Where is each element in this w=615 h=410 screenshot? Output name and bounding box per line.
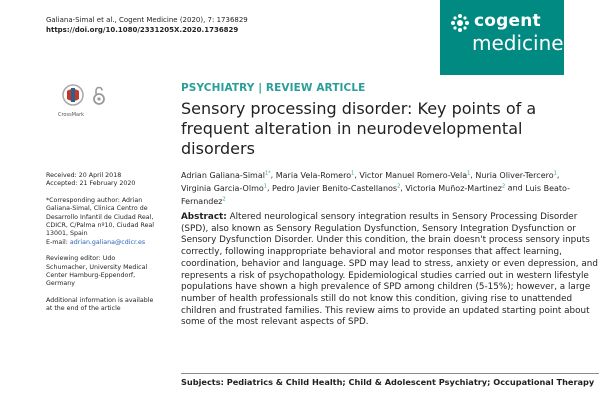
open-access-icon bbox=[92, 86, 106, 106]
email-line bbox=[46, 239, 158, 247]
corresponding-author: *Corresponding author: Adrian Galiana-Simal, Clinica Centro de Desarrollo Infantil de Ciudad Real, CDICR, C/Palma nº10, Ciudad Real 13001, Spain bbox=[46, 196, 155, 238]
article-badges bbox=[58, 84, 122, 120]
email-label: E-mail: bbox=[46, 238, 68, 246]
corresponding-author-block bbox=[46, 197, 158, 247]
received-date: Received: 20 April 2018 bbox=[46, 172, 122, 179]
author[interactable]: Victor Manuel Romero-Vela$^1$ bbox=[359, 170, 471, 180]
accepted-date: Accepted: 21 February 2020 bbox=[46, 180, 136, 188]
dates-block bbox=[46, 172, 158, 189]
author[interactable]: Pedro Javier Benito-Castellanos$^2$ bbox=[272, 183, 401, 193]
citation-header bbox=[46, 15, 248, 35]
article-sidebar bbox=[46, 172, 158, 322]
reviewing-editor: Reviewing editor: Udo Schumacher, University Medical Center Hamburg-Eppendorf, Germany bbox=[46, 255, 148, 288]
citation-line: Galiana-Simal et al., Cogent Medicine (2020), 7: 1736829 bbox=[46, 16, 248, 24]
doi-link[interactable]: https://doi.org/10.1080/2331205X.2020.1736829 bbox=[46, 26, 239, 34]
email-link[interactable]: adrian.galiana@cdicr.es bbox=[69, 238, 146, 246]
author[interactable]: Maria Vela-Romero$^1$ bbox=[275, 170, 355, 180]
logo-word-medicine: medicine bbox=[472, 31, 564, 55]
author-list: Adrian Galiana-Simal$^{1*}$, Maria Vela-Romero$^1$, Victor Manuel Romero-Vela$^1$, Nuria Oliver-Tercero$^1$, Virginia Garcia-Olmo$^1$, Pedro Javier Benito-Castellanos$^2$, Victoria Muñoz-Martinez$^2$ and Luis Beato-Fernandez$^2$ bbox=[181, 170, 570, 206]
author[interactable]: Nuria Oliver-Tercero$^1$ bbox=[475, 170, 557, 180]
logo-word-cogent: cogent bbox=[474, 11, 541, 31]
additional-info: Additional information is available at the end of the article bbox=[46, 296, 154, 313]
author[interactable]: Victoria Muñoz-Martinez$^2$ bbox=[405, 183, 506, 193]
author[interactable]: Adrian Galiana-Simal$^{1*}$ bbox=[181, 170, 271, 180]
abstract-text: Altered neurological sensory integration results in Sensory Processing Disorder (SPD), also known as Sensory Regulation Dysfunction, Sensory Integration Dysfunction or Sensory Dysfunction Disorder. Under this condition, the brain doesn't process sensory inputs correctly, following inappropriate behavioral and motor responses that affect learning, coordination, behavior and language. SPD may lead to stress, anxiety or even depression, and represents a risk of psychopathology. Epidemiological studies carried out in western lifestyle populations have shown a high prevalence of SPD among children (5-15%); however, a large number of health professionals still do not know this condition, giving rise to unattended children and frustrated families. This review aims to provide an updated starting point about some of the most relevant aspects of SPD. bbox=[181, 212, 598, 328]
subjects-line: Subjects: Pediatrics & Child Health; Child & Adolescent Psychiatry; Occupational Therapy bbox=[181, 377, 595, 387]
cogent-logo-icon bbox=[450, 13, 470, 33]
abstract-label: Abstract: bbox=[181, 212, 227, 222]
journal-logo bbox=[440, 0, 564, 75]
article-section-label: PSYCHIATRY | REVIEW ARTICLE bbox=[181, 82, 366, 94]
article-title: Sensory processing disorder: Key points of a frequent alteration in neurodevelopmental disorders bbox=[181, 99, 537, 158]
author[interactable]: Virginia Garcia-Olmo$^1$ bbox=[181, 183, 267, 193]
crossmark-label: CrossMark bbox=[58, 112, 85, 118]
abstract bbox=[181, 212, 599, 329]
crossmark-icon[interactable] bbox=[62, 84, 84, 114]
divider bbox=[181, 373, 599, 374]
author[interactable]: Luis Beato-Fernandez$^2$ bbox=[181, 183, 570, 206]
